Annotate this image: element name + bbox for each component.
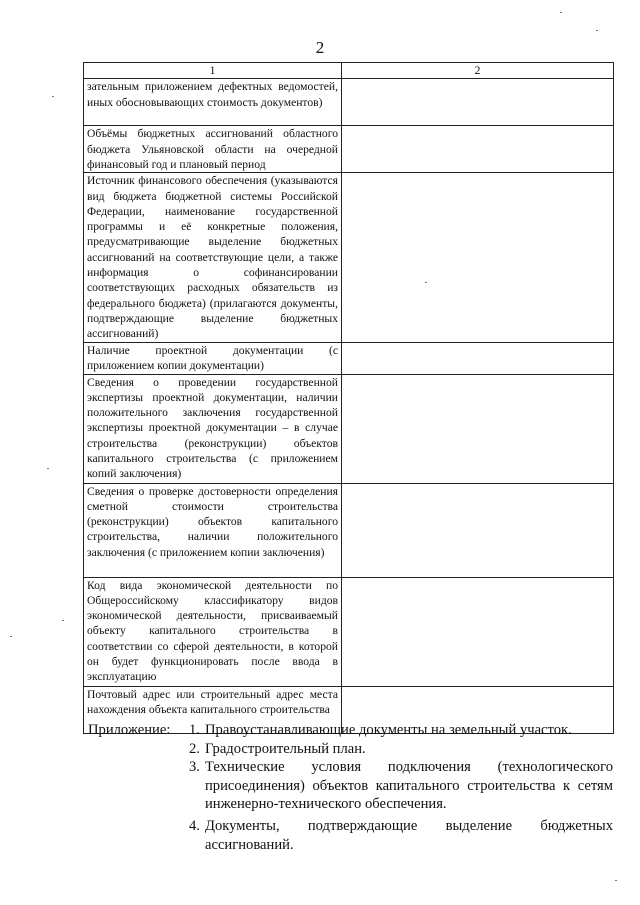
value-cell	[342, 342, 614, 374]
value-cell	[342, 173, 614, 342]
scan-speck	[560, 12, 562, 13]
scan-speck	[10, 636, 12, 637]
row-label: Сведения о проверке достоверности определения сметной стоимости строительства (реконструкции) объектов капитального строительства, наличии положительного заключения (с приложением копии заключения)	[87, 484, 338, 559]
row-label: Почтовый адрес или строительный адрес места нахождения объекта капитального строительства	[87, 687, 338, 716]
value-cell	[342, 374, 614, 483]
appendix-label: Приложение:	[88, 722, 171, 738]
table-header-row	[84, 63, 614, 79]
item-number: 1.	[189, 722, 200, 738]
table-row	[84, 374, 614, 483]
page-number: 2	[315, 38, 325, 57]
list-item	[189, 758, 613, 814]
item-number: 2.	[189, 740, 200, 757]
list-item	[189, 740, 613, 759]
item-text: Документы, подтверждающие выделение бюджетных ассигнований.	[205, 817, 613, 853]
item-number: 4.	[189, 817, 200, 834]
scan-speck	[615, 880, 617, 881]
row-label: Объёмы бюджетных ассигнований областного бюджета Ульяновской области на очередной финансовый год и плановый период	[87, 127, 338, 171]
table-row	[84, 577, 614, 686]
list-item	[189, 721, 613, 740]
scan-speck	[596, 30, 598, 31]
scan-speck	[47, 468, 49, 469]
row-label: Источник финансового обеспечения (указываются вид бюджета бюджетной системы Российской Федерации, наименование государственной программы и её конкретные положения, предусматривающие выделение бюджетных ассигнований на соответствующие цели, а также информация о софинансировании соответствующих расходных обязательств из федерального бюджета) (прилагаются документы, подтверждающие выделение бюджетных ассигнований)	[87, 174, 338, 341]
item-number: 3.	[189, 759, 200, 776]
value-cell	[342, 577, 614, 686]
table-row	[84, 126, 614, 173]
table-row	[84, 483, 614, 577]
value-cell	[342, 79, 614, 126]
document-table	[83, 62, 614, 734]
value-cell	[342, 126, 614, 173]
item-text: Технические условия подключения (технологического присоединения) объектов капитального строительства к сетям инженерно-технического обеспечения.	[205, 759, 613, 813]
scan-speck	[62, 620, 64, 621]
table-row	[84, 342, 614, 374]
column-header-2: 2	[342, 63, 614, 79]
scan-speck	[52, 96, 54, 97]
value-cell	[342, 483, 614, 577]
item-text: Градостроительный план.	[205, 740, 366, 757]
row-label: Сведения о проведении государственной экспертизы проектной документации, наличии положительного заключения государственной экспертизы проектной документации – в случае строительства (реконструкции) объектов капитального строительства (с приложением копий заключения)	[87, 375, 338, 481]
row-label: Код вида экономической деятельности по Общероссийскому классификатору видов экономической деятельности, присваиваемый объекту капитального строительства в соответствии со сферой деятельности, в которой он будет функционировать после ввода в эксплуатацию	[87, 578, 338, 684]
appendix-list	[189, 721, 613, 854]
row-label: Наличие проектной документации (с приложением копии документации)	[87, 343, 338, 372]
row-label: зательным приложением дефектных ведомостей, иных обосновывающих стоимость документов)	[87, 80, 338, 109]
column-header-1: 1	[84, 63, 342, 79]
list-item	[189, 817, 613, 854]
item-text: Правоустанавливающие документы на земельный участок.	[205, 722, 572, 738]
table-row	[84, 79, 614, 126]
table-row	[84, 173, 614, 342]
scan-speck	[425, 282, 427, 283]
